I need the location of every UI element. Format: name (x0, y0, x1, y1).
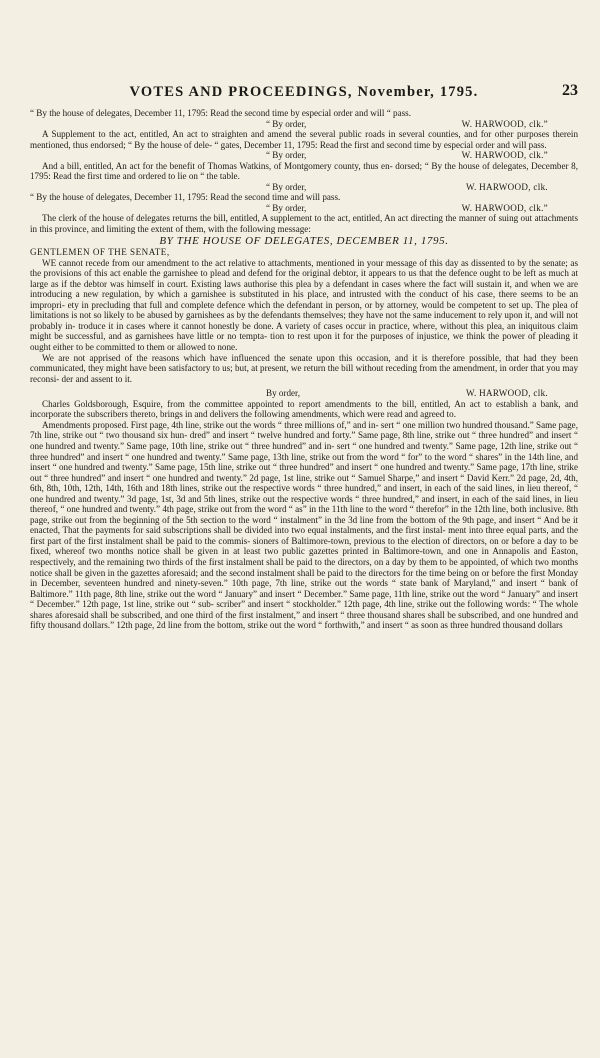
section-heading: BY THE HOUSE OF DELEGATES, DECEMBER 11, 1795. (159, 234, 449, 247)
clerk-signature: W. HARWOOD, clk.” (461, 118, 548, 129)
paragraph: We are not apprised of the reasons which have influenced the senate upon this occasion, and it is therefore possible, that had they been communicated, they might have been satisfactory to us; but, at present, we return the bill without receding from the amendment, in order that you may reconsi- der and assent to it. (30, 352, 578, 384)
paragraph: Amendments proposed. First page, 4th line, strike out the words “ three millions of,” and in- sert “ one million two hundred thousand.” Same page, 7th line, strike out “ two thousand six hun- dred” and insert “ twelve hundred and forty.” Same page, 8th line, strike out “ three hundred” and insert “ one hundred and twenty.” Same page, 10th line, strike out “ three hundred” and in- sert “ one hundred and twenty.” Same page, 12th line, strike out “ three hundred” and insert “ one hundred and twenty.” Same page, 13th line, strike out from the word “ for” to the word “ shares” in the 14th line, and insert “ one hundred and twenty.” Same page, 15th line, strike out “ three hundred” and insert “ one hundred and twenty.” Same page, 17th line, strike out “ three hundred” and insert “ one hundred and twenty.” 2d page, 1st line, strike out “ Samuel Sharpe,” and insert “ David Kerr.” 2d page, 2d, 4th, 6th, 8th, 10th, 12th, 14th, 16th and 18th lines, strike out the respective words “ three hundred,” and insert, in each of the said lines, in lieu thereof, “ one hundred and twenty.” 3d page, 1st, 3d and 5th lines, strike out the respective words “ three hundred,” and insert, in each of the said lines, in lieu thereof, “ one hundred and twenty.” 4th page, strike out from the word “ as” in the 11th line to the word “ therefor” in the 12th line, both inclusive. 8th page, strike out from the beginning of the 5th section to the word “ instalment” in the 3d line from the bottom of the 9th page, and insert “ And be it enacted, That the payments for said subscriptions shall be divided into two equal instalments, and the first instal- ment into three equal parts, and the first part of the first instalment shall be paid to the commis- sioners of Baltimore-town, previous to the election of directors, on or before a day to be fixed, whereof two months notice shall be given in at least two public gazettes printed in Baltimore-town, and one in Annapolis and Easton, respectively, and the remaining two thirds of the first instalment shall be paid to the directors, on a day by them to be appointed, of which two months notice shall be given in the gazettes aforesaid; and the second instalment shall be paid to the directors for the time being on or before the first Monday in December, seventeen hundred and ninety-seven.” 10th page, 7th line, strike out the words “ state bank of Maryland,” and insert “ bank of Baltimore.” 11th page, 8th line, strike out the word “ January” and insert “ December.” Same page, 11th line, strike out the word “ January” and insert “ December.” 12th page, 1st line, strike out “ sub- scriber” and insert “ stockholder.” 12th page, 4th line, strike out the following words: “ The whole shares aforesaid shall be subscribed, and one third of the first instalment,” and insert “ three thousand shares shall be subscribed, and one hundred and fifty thousand dollars.” 12th page, 2d line from the bottom, strike out the word “ forthwith,” and insert “ as soon as three hundred thousand dollars (30, 419, 578, 631)
by-order: “ By order, (266, 181, 307, 192)
clerk-signature: W. HARWOOD, clk. (465, 388, 548, 399)
by-order: “ By order, (266, 150, 307, 161)
by-order: “ By order, (266, 118, 307, 129)
clerk-signature: W. HARWOOD, clk.” (461, 202, 548, 213)
salutation: GENTLEMEN OF THE SENATE, (30, 247, 170, 258)
paragraph: And a bill, entitled, An act for the benefit of Thomas Watkins, of Montgomery county, thus en- dorsed; “ By the house of delegates, December 8, 1795: Read the first time and ordered to lie on “ the table. (30, 160, 578, 182)
signature-block (30, 150, 578, 161)
by-order: By order, (266, 388, 300, 399)
paragraph: WE cannot recede from our amendment to the act relative to attachments, mentioned in your message of this day as dissented to by the senate; as the provisions of this act enable the garnishee to plead and defend for the original debtor, it appears to us that the defence ought to be left as much at large as if the debtor was himself in court. Existing laws authorise this plea by a defendant in cases where the fact will sustain it, and when we are introducing a new regulation, by which a garnishee is substituted in his place, and intrusted with the conduct of his case, there seems to be an impropri- ety in precluding that full and complete defence which the defendant in person, or by attorney, would be competent to set up. The plea of limitations is not so likely to be abused by garnishees as by the defendants themselves; they have not the same inducement to rely upon it, and will not probably in- troduce it in cases where it cannot honestly be done. A variety of cases occur in practice, where, without this plea, an iniquitous claim might be successful, and as garnishees have little or no tempta- tion to rest upon it for the purposes of injustice, we think the power of pleading it ought either to be committed to them or allowed to none. (30, 257, 578, 353)
body-text (30, 108, 578, 631)
clerk-signature: W. HARWOOD, clk.” (461, 150, 548, 161)
paragraph: “ By the house of delegates, December 11, 1795: Read the second time by especial order and will “ pass. (30, 108, 411, 118)
page-title: VOTES AND PROCEEDINGS, November, 1795. (129, 84, 479, 100)
paragraph: Charles Goldsborough, Esquire, from the committee appointed to report amendments to the bill, entitled, An act to establish a bank, and incorporate the subscribers thereto, brings in and delivers the following amendments, which were read and agreed to. (30, 398, 578, 420)
paragraph: The clerk of the house of delegates returns the bill, entitled, A supplement to the act, entitled, An act directing the manner of suing out attachments in this province, and limiting the extent of them, with the following message: (30, 213, 578, 235)
paragraph: A Supplement to the act, entitled, An act to straighten and amend the several public roads in several counties, and for other purposes therein mentioned, thus endorsed; “ By the house of dele- “ gates, December 11, 1795: Read the first and second time by especial order and will pass. (30, 129, 578, 150)
signature-block (30, 119, 578, 130)
paragraph: “ By the house of delegates, December 11, 1795: Read the second time and will pass. (30, 192, 341, 203)
by-order: “ By order, (266, 202, 307, 213)
signature-block (30, 182, 578, 193)
signature-block (30, 388, 578, 399)
clerk-signature: W. HARWOOD, clk. (465, 181, 548, 192)
signature-block (30, 203, 578, 214)
page-number: 23 (562, 82, 578, 99)
running-head (30, 84, 578, 106)
